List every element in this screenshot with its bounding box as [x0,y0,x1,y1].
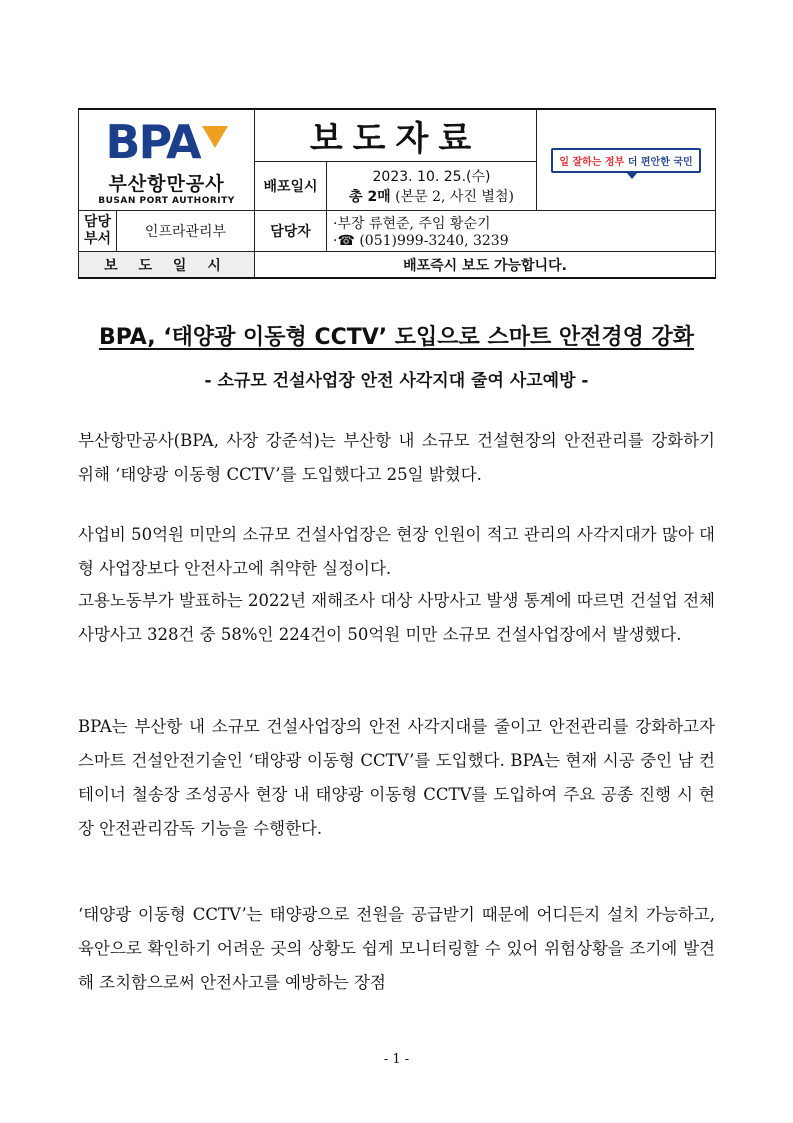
logo-english-name: BUSAN PORT AUTHORITY [98,195,235,206]
slogan-part-1: 일 잘하는 정부 [559,156,625,168]
logo-korean-name: 부산항만공사 [108,172,225,195]
press-header-table [78,108,716,279]
paragraph-3: 고용노동부가 발표하는 2022년 재해조사 대상 사망사고 발생 통계에 따르면 건설업 전체 사망사고 328건 중 58%인 224건이 50억원 미만 소규모 건설사업장에서 발생했다. [78,591,715,644]
bpa-logo [79,114,254,169]
distribution-pages [327,186,536,206]
paragraph-4: BPA는 부산항 내 소규모 건설사업장의 안전 사각지대를 줄이고 안전관리를 강화하고자 스마트 건설안전기술인 ‘태양광 이동형 CCTV’를 도입했다. BPA는 현재 시공 중인 남 컨테이너 철송장 조성공사 현장 내 태양광 이동형 CCTV를 도입하여 주요 공종 진행 시 현장 안전관리감독 기능을 수행한다. [78,717,715,838]
broadcast-label: 보 도 일 시 [79,252,255,278]
distribution-value [327,162,537,211]
press-title: BPA, ‘태양광 이동형 CCTV’ 도입으로 스마트 안전경영 강화 [98,325,695,350]
paragraph-2: 사업비 50억원 미만의 소규모 건설사업장은 현장 인원이 적고 관리의 사각지대가 많아 대형 사업장보다 안전사고에 취약한 실정이다. [78,525,715,578]
government-slogan-badge [551,148,700,173]
contact-phone: ·☎ (051)999-3240, 3239 [333,233,509,250]
department-label: 담당 부서 [79,211,117,252]
paragraph-1: 부산항만공사(BPA, 사장 강준석)는 부산항 내 소규모 건설현장의 안전관리를 강화하기 위해 ‘태양광 이동형 CCTV’를 도입했다고 25일 밝혔다. [78,431,715,484]
slogan-cell [537,109,716,211]
logo-cell [79,109,255,211]
distribution-label: 배포일시 [255,162,327,211]
doc-type-title: 보도자료 [255,109,537,162]
distribution-date: 2023. 10. 25.(수) [372,169,491,186]
contact-people: ·부장 류현준, 주임 황순기 [333,216,491,233]
contact-value [327,211,716,252]
paragraph-5: ‘태양광 이동형 CCTV’는 태양광으로 전원을 공급받기 때문에 어디든지 설치 가능하고, 육안으로 확인하기 어려운 곳의 상황도 쉽게 모니터링할 수 있어 위험상황을 조기에 발견해 조치함으로써 안전사고를 예방하는 장점 [78,905,715,992]
slogan-part-2: 더 편안한 국민 [627,156,693,168]
broadcast-value: 배포즉시 보도 가능합니다. [255,252,716,278]
department-value: 인프라관리부 [117,211,255,252]
logo-text: BPA [105,114,200,169]
pages-detail: (본문 2, 사진 별첨) [390,189,514,206]
page-number: - 1 - [383,1052,410,1067]
pages-count: 총 2매 [349,189,391,206]
press-subtitle: - 소규모 건설사업장 안전 사각지대 줄여 사고예방 - [204,371,589,391]
contact-label: 담당자 [255,211,327,252]
logo-triangle-icon [202,126,228,150]
